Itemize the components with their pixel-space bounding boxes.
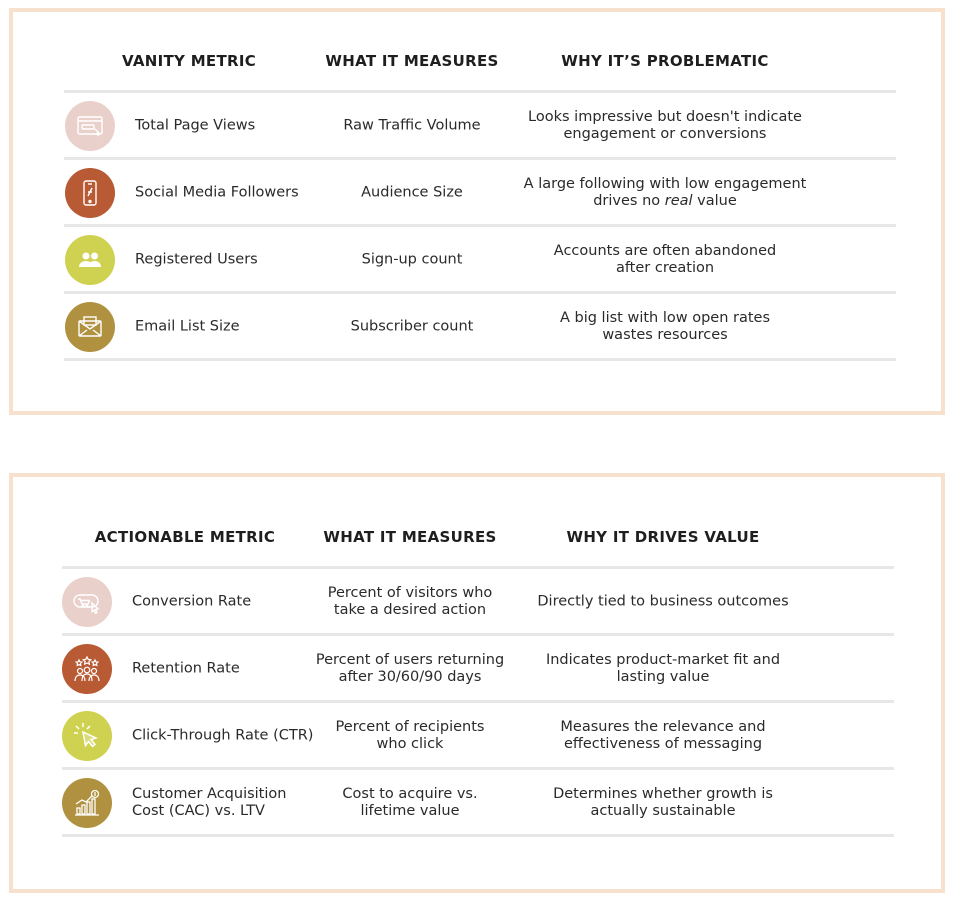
table-row <box>13 570 941 634</box>
divider <box>64 224 896 227</box>
why-cell <box>537 594 788 611</box>
why-line-2: engagement or conversions <box>563 126 767 142</box>
metric-name: Retention Rate <box>132 660 240 677</box>
why-cell <box>560 310 770 344</box>
why-emphasis: real <box>664 193 693 209</box>
divider <box>64 291 896 294</box>
why-cell <box>560 719 765 753</box>
why-line-1: Measures the relevance and <box>560 719 766 735</box>
actionable-metrics-panel <box>9 473 945 893</box>
metric-name: Social Media Followers <box>135 184 299 201</box>
smartphone-icon <box>65 168 115 218</box>
header-actionable-metric: ACTIONABLE METRIC <box>94 528 276 546</box>
why-line-1: Directly tied to business outcomes <box>537 593 789 610</box>
measures-line-2: take a desired action <box>333 602 487 618</box>
why-line-1: A big list with low open rates <box>559 310 771 326</box>
why-line-1: Looks impressive but doesn't indicate <box>528 109 802 125</box>
vanity-metrics-panel <box>9 8 945 415</box>
why-cell <box>554 243 776 277</box>
divider <box>62 700 894 703</box>
table-row <box>13 228 941 292</box>
why-line-2: actually sustainable <box>590 803 736 819</box>
users-icon <box>65 235 115 285</box>
why-line-2: after creation <box>615 260 715 276</box>
measures-cell: Subscriber count <box>350 318 474 335</box>
measures-line-2: who click <box>376 736 444 752</box>
why-cell <box>553 786 773 820</box>
why-line-2: wastes resources <box>602 327 728 343</box>
header-vanity-metric: VANITY METRIC <box>121 52 257 70</box>
why-text: drives no <box>593 193 665 209</box>
divider <box>62 566 894 569</box>
header-what-it-measures: WHAT IT MEASURES <box>325 52 499 70</box>
divider <box>64 157 896 160</box>
header-what-it-measures: WHAT IT MEASURES <box>323 528 497 546</box>
table-row <box>13 704 941 768</box>
table-row <box>13 771 941 835</box>
measures-line-2: lifetime value <box>360 803 460 819</box>
click-cursor-icon <box>62 711 112 761</box>
why-line-2: lasting value <box>616 669 710 685</box>
measures-cell <box>316 652 504 686</box>
measures-line-1: Percent of recipients <box>335 719 485 735</box>
why-cell <box>546 652 780 686</box>
divider <box>64 358 896 361</box>
table-row <box>13 637 941 701</box>
why-line-2: effectiveness of messaging <box>563 736 763 752</box>
header-why-problematic: WHY IT’S PROBLEMATIC <box>561 52 769 70</box>
measures-line-1: Percent of users returning <box>315 652 505 668</box>
divider <box>64 90 896 93</box>
why-line-2 <box>524 193 807 210</box>
browser-window-icon <box>65 101 115 151</box>
metric-name: Email List Size <box>135 318 240 335</box>
why-cell <box>524 176 807 210</box>
measures-cell <box>328 585 493 619</box>
measures-cell: Raw Traffic Volume <box>343 117 481 134</box>
envelope-icon <box>65 302 115 352</box>
divider <box>62 834 894 837</box>
why-text: value <box>692 193 737 209</box>
table-row <box>13 94 941 158</box>
metric-name <box>132 786 286 820</box>
why-line-1: A large following with low engagement <box>523 176 807 192</box>
measures-cell <box>342 786 477 820</box>
measures-cell <box>336 719 485 753</box>
metric-line-2: Cost (CAC) vs. LTV <box>132 803 265 819</box>
why-line-1: Indicates product-market fit and <box>545 652 781 668</box>
team-stars-icon <box>62 644 112 694</box>
header-why-drives-value: WHY IT DRIVES VALUE <box>566 528 760 546</box>
cart-cursor-icon <box>62 577 112 627</box>
metric-name: Click-Through Rate (CTR) <box>132 727 314 744</box>
measures-line-1: Percent of visitors who <box>327 585 493 601</box>
metric-name: Conversion Rate <box>132 593 252 610</box>
measures-line-2: after 30/60/90 days <box>338 669 482 685</box>
why-line-1: Determines whether growth is <box>553 786 773 802</box>
growth-chart-icon <box>62 778 112 828</box>
measures-line-1: Cost to acquire vs. <box>342 786 478 802</box>
measures-cell: Sign-up count <box>361 251 463 268</box>
metric-name: Registered Users <box>135 251 258 268</box>
why-line-1: Accounts are often abandoned <box>553 243 777 259</box>
table-row <box>13 161 941 225</box>
why-cell <box>528 109 802 143</box>
divider <box>62 767 894 770</box>
metric-name: Total Page Views <box>135 117 256 134</box>
table-row <box>13 295 941 359</box>
measures-cell: Audience Size <box>361 184 463 201</box>
divider <box>62 633 894 636</box>
metric-line-1: Customer Acquisition <box>132 786 287 802</box>
